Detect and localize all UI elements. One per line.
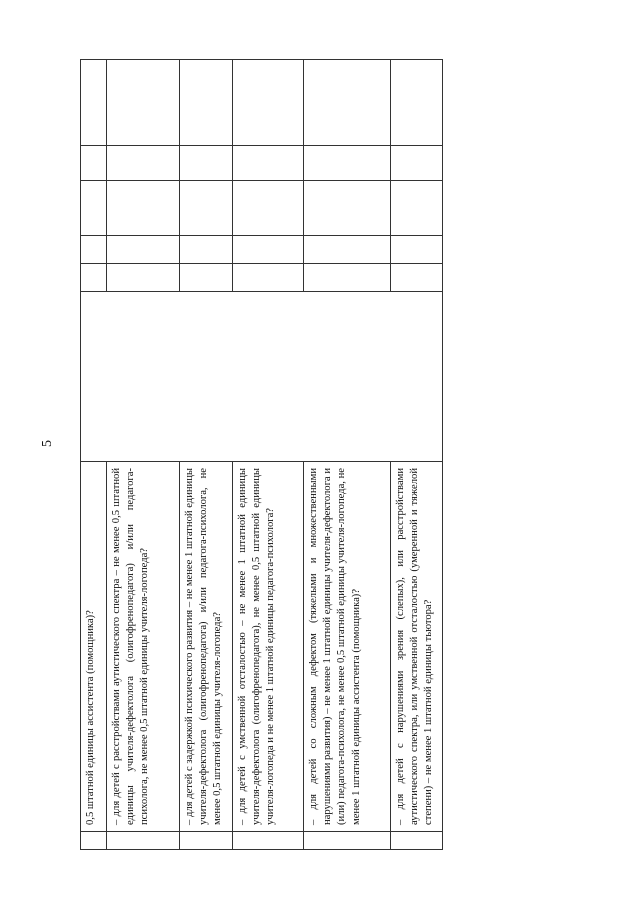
criteria-table	[80, 59, 443, 850]
rotated-table-page	[80, 60, 442, 850]
value-cell	[81, 236, 107, 264]
criterion-text: 0,5 штатной единицы ассистента (помощника)?	[81, 462, 107, 832]
value-cell	[180, 181, 233, 236]
criterion-text: – для детей с задержкой психического развития – не менее 1 штатной единицы учителя-дефектолога (олигофренопедагога) и/или педагога-психолога, не менее 0,5 штатной единицы учителя-логопеда?	[180, 462, 233, 832]
value-cell	[180, 60, 233, 146]
criterion-text: – для детей с нарушениями зрения (слепых), или расстройствами аутистического спектра, или умственной отсталостью (умеренной и тяжелой степени) – не менее 1 штатной единицы тьютора?	[391, 462, 443, 832]
value-cell	[107, 146, 180, 181]
value-cell	[391, 264, 443, 292]
value-cell	[180, 264, 233, 292]
value-cell	[391, 181, 443, 236]
value-cell	[391, 146, 443, 181]
value-cell	[233, 146, 304, 181]
criterion-text: – для детей со сложным дефектом (тяжелыми и множественными нарушениями развития) – не менее 1 штатной единицы учителя-дефектолога и (или) педагога-психолога, не менее 0,5 штатной единицы учителя-логопеда, не менее 1 штатной единицы ассистента (помощника)?	[304, 462, 391, 832]
value-cell	[81, 181, 107, 236]
value-cell	[304, 60, 391, 146]
value-cell	[391, 236, 443, 264]
value-cell	[233, 264, 304, 292]
value-cell	[107, 236, 180, 264]
value-cell	[81, 264, 107, 292]
row-number-cell	[107, 832, 180, 850]
value-cell	[81, 146, 107, 181]
merged-answer-cell	[81, 292, 443, 462]
value-cell	[180, 236, 233, 264]
value-cell	[391, 60, 443, 146]
row-number-cell	[180, 832, 233, 850]
value-cell	[304, 264, 391, 292]
criterion-text: – для детей с расстройствами аутистического спектра – не менее 0,5 штатной единицы учителя-дефектолога (олигофренопедагога) и/или педагога-психолога, не менее 0,5 штатной единицы учителя-логопеда?	[107, 462, 180, 832]
page-number: 5	[40, 440, 55, 447]
row-number-cell	[81, 832, 107, 850]
value-cell	[180, 146, 233, 181]
value-cell	[304, 146, 391, 181]
value-cell	[107, 181, 180, 236]
value-cell	[81, 60, 107, 146]
criterion-text: – для детей с умственной отсталостью – не менее 1 штатной единицы учителя-дефектолога (олигофренопедагога), не менее 0,5 штатной единицы учителя-логопеда и не менее 1 штатной единицы педагога-психолога?	[233, 462, 304, 832]
value-cell	[107, 264, 180, 292]
value-cell	[233, 236, 304, 264]
row-number-cell	[304, 832, 391, 850]
value-cell	[233, 181, 304, 236]
value-cell	[107, 60, 180, 146]
value-cell	[233, 60, 304, 146]
row-number-cell	[391, 832, 443, 850]
table-row	[81, 60, 107, 850]
value-cell	[304, 236, 391, 264]
row-number-cell	[233, 832, 304, 850]
value-cell	[304, 181, 391, 236]
